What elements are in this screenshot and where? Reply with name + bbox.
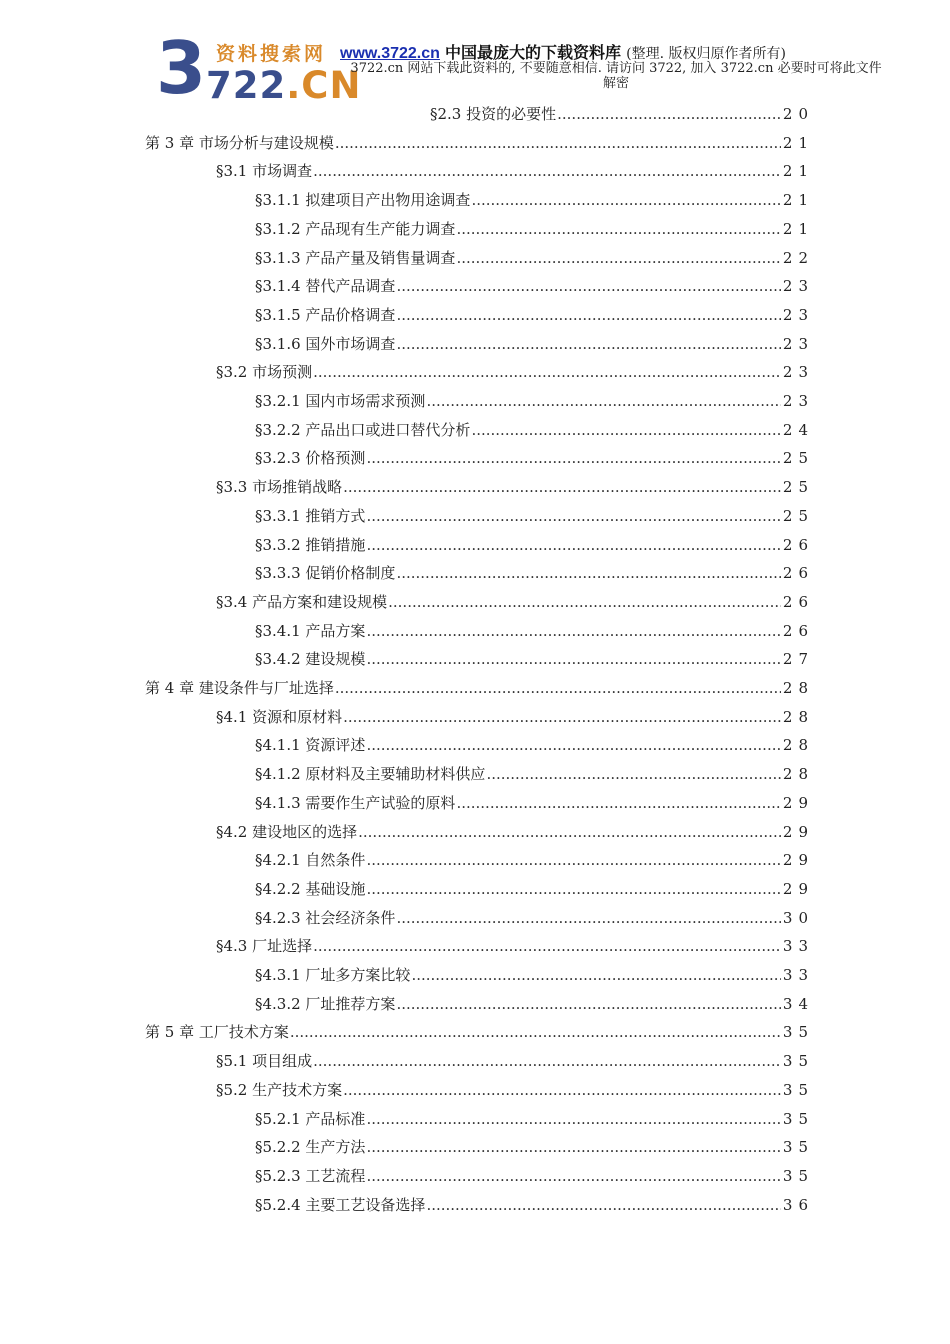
toc-entry-page: 29 [782,822,814,841]
toc-leader-dots [343,706,781,728]
toc-entry-label: 第 5 章 工厂技术方案 [145,1023,289,1042]
toc-entry-label: §3.3 市场推销战略 [216,478,343,497]
toc-entry-label: §3.1.4 替代产品调查 [255,277,396,296]
toc-entry-page: 35 [782,1052,814,1071]
logo-domain-tld: CN [301,64,362,107]
toc-entry-label: §4.2.1 自然条件 [255,851,366,870]
toc-entry-page: 35 [782,1166,814,1185]
toc-entry-page: 26 [782,535,814,554]
toc-entry-label: §3.1.2 产品现有生产能力调查 [255,219,456,238]
toc-entry-page: 28 [782,765,814,784]
toc-entry-page: 23 [782,277,814,296]
toc-leader-dots [335,132,781,154]
toc-entry[interactable] [255,562,814,584]
toc-entry-page: 27 [782,650,814,669]
toc-entry-page: 28 [782,679,814,697]
toc-entry[interactable] [255,333,814,355]
toc-leader-dots [313,935,781,957]
toc-leader-dots [366,734,780,756]
toc-entry[interactable] [255,534,814,556]
toc-entry[interactable] [216,935,814,957]
toc-entry[interactable] [255,247,814,269]
toc-entry[interactable] [255,275,814,297]
toc-entry-label: §4.3.2 厂址推荐方案 [255,994,396,1013]
toc-entry-label: §3.2 市场预测 [216,363,313,382]
toc-entry-label: §4.2.2 基础设施 [255,879,366,898]
toc-leader-dots [557,103,781,125]
toc-entry[interactable] [255,1136,814,1158]
toc-entry[interactable] [255,1108,814,1130]
toc-entry-page: 23 [782,392,814,410]
toc-entry-page: 25 [782,506,814,525]
toc-entry-page: 28 [782,707,814,726]
toc-leader-dots [456,218,780,240]
logo-domain-dot: . [286,64,302,107]
toc-entry[interactable] [145,677,814,699]
toc-leader-dots [396,304,780,326]
toc-leader-dots [396,275,780,297]
toc-leader-dots [366,849,780,871]
toc-entry[interactable] [255,1165,814,1187]
toc-leader-dots [358,821,781,843]
toc-entry-page: 22 [782,248,814,267]
toc-entry[interactable] [255,648,814,670]
toc-entry-page: 26 [782,592,814,611]
site-link[interactable]: www.3722.cn [340,45,440,62]
toc-leader-dots [396,907,780,929]
logo-digit: 3 [156,26,205,110]
site-logo [156,26,362,110]
toc-entry-page: 33 [782,966,814,984]
toc-leader-dots [456,247,780,269]
toc-entry-label: §3.1.6 国外市场调查 [255,334,396,353]
toc-entry-page: 25 [782,449,814,468]
toc-entry[interactable] [255,505,814,527]
toc-entry-label: §3.3.1 推销方式 [255,506,366,525]
toc-entry[interactable] [216,476,814,498]
toc-entry-page: 28 [782,736,814,755]
toc-entry[interactable] [255,907,814,929]
toc-leader-dots [366,1136,780,1158]
logo-domain [206,66,361,106]
toc-entry[interactable] [255,419,814,441]
toc-entry[interactable] [216,591,814,613]
toc-entry-label: §4.1.1 资源评述 [255,736,366,755]
download-notice: 3722.cn 网站下载此资料的, 不要随意相信. 请访问 3722, 加入 3722.cn 必要时可将此文件解密 [350,61,882,91]
toc-entry[interactable] [145,1021,814,1043]
toc-leader-dots [343,476,781,498]
toc-entry-label: §5.2.1 产品标准 [255,1109,366,1128]
toc-entry[interactable] [216,361,814,383]
toc-leader-dots [426,390,780,412]
toc-entry[interactable] [255,993,814,1015]
toc-entry[interactable] [255,304,814,326]
toc-leader-dots [426,1194,780,1216]
copyright-note: (整理. 版权归原作者所有) [626,46,786,62]
toc-entry-label: §3.1 市场调查 [216,162,313,181]
toc-entry-page: 35 [782,1023,814,1042]
toc-entry-label: §3.4.1 产品方案 [255,621,366,640]
toc-entry[interactable] [145,132,814,154]
toc-entry-label: §4.2.3 社会经济条件 [255,908,396,927]
toc-entry[interactable] [216,1050,814,1072]
toc-entry-page: 26 [782,621,814,640]
toc-entry-page: 20 [782,105,814,123]
toc-entry[interactable] [255,964,814,986]
toc-entry[interactable] [216,821,814,843]
toc-entry-page: 29 [782,793,814,812]
toc-entry-page: 35 [782,1109,814,1128]
toc-leader-dots [335,677,781,699]
toc-entry-page: 26 [782,564,814,583]
toc-leader-dots [290,1021,781,1043]
toc-entry-label: §2.3 投资的必要性 [430,105,557,123]
toc-leader-dots [486,763,780,785]
toc-entry-label: §5.1 项目组成 [216,1052,313,1071]
toc-entry-page: 25 [782,478,814,497]
toc-entry-page: 30 [782,908,814,927]
toc-entry[interactable] [255,734,814,756]
toc-entry[interactable] [255,218,814,240]
toc-entry[interactable] [255,447,814,469]
toc-entry[interactable] [255,792,814,814]
toc-entry-label: §5.2.2 生产方法 [255,1138,366,1157]
toc-entry-page: 29 [782,851,814,870]
toc-entry-label: §3.4 产品方案和建设规模 [216,592,388,611]
toc-leader-dots [313,1050,781,1072]
toc-leader-dots [456,792,780,814]
toc-leader-dots [366,648,780,670]
toc-entry-label: 第 3 章 市场分析与建设规模 [145,133,334,152]
toc-entry-page: 23 [782,363,814,382]
toc-entry[interactable] [216,1079,814,1101]
toc-entry-page: 35 [782,1138,814,1157]
toc-leader-dots [366,1165,780,1187]
toc-entry-page: 21 [782,133,814,152]
toc-entry-label: §4.1.3 需要作生产试验的原料 [255,793,456,812]
site-slogan: 中国最庞大的下载资料库 [445,43,622,62]
toc-entry-page: 29 [782,879,814,898]
toc-entry[interactable] [255,849,814,871]
toc-entry-label: §5.2.4 主要工艺设备选择 [255,1195,426,1214]
toc-entry-page: 33 [782,937,814,956]
toc-entry-page: 23 [782,305,814,324]
toc-entry-page: 21 [782,219,814,238]
toc-entry-page: 36 [782,1195,814,1214]
toc-leader-dots [471,189,780,211]
toc-entry-label: §3.4.2 建设规模 [255,650,366,669]
toc-leader-dots [396,562,780,584]
toc-entry-label: 第 4 章 建设条件与厂址选择 [145,679,334,697]
toc-entry[interactable] [255,620,814,642]
toc-leader-dots [343,1079,781,1101]
toc-leader-dots [366,505,780,527]
toc-entry-page: 35 [782,1080,814,1099]
toc-leader-dots [313,160,781,182]
logo-domain-main: 722 [206,64,287,107]
header-banner [340,40,786,63]
toc-entry-page: 21 [782,191,814,210]
toc-entry-label: §4.2 建设地区的选择 [216,822,358,841]
toc-entry-label: §3.2.3 价格预测 [255,449,366,468]
toc-entry-label: §5.2 生产技术方案 [216,1080,343,1099]
toc-entry-label: §4.1.2 原材料及主要辅助材料供应 [255,765,486,784]
toc-leader-dots [313,361,781,383]
logo-site-name: 资料搜索网 [216,43,327,65]
toc-leader-dots [471,419,780,441]
toc-entry-label: §5.2.3 工艺流程 [255,1166,366,1185]
toc-entry-label: §3.3.2 推销措施 [255,535,366,554]
toc-entry[interactable] [255,390,814,412]
toc-leader-dots [388,591,781,613]
toc-entry-page: 21 [782,162,814,181]
toc-entry-page: 23 [782,334,814,353]
toc-leader-dots [366,620,780,642]
toc-entry[interactable] [216,706,814,728]
toc-entry-label: §4.1 资源和原材料 [216,707,343,726]
toc-entry-page: 34 [782,994,814,1013]
toc-entry-label: §3.1.3 产品产量及销售量调查 [255,248,456,267]
toc-entry-label: §3.2.2 产品出口或进口替代分析 [255,420,471,439]
toc-entry-label: §4.3.1 厂址多方案比较 [255,966,411,984]
toc-entry-label: §3.2.1 国内市场需求预测 [255,392,426,410]
toc-leader-dots [366,878,780,900]
toc-leader-dots [411,964,780,986]
toc-entry-label: §3.1.1 拟建项目产出物用途调查 [255,191,471,210]
toc-entry[interactable] [216,160,814,182]
toc-entry-label: §3.3.3 促销价格制度 [255,564,396,583]
toc-leader-dots [366,534,780,556]
toc-leader-dots [366,1108,780,1130]
toc-leader-dots [366,447,780,469]
toc-leader-dots [396,333,780,355]
toc-entry[interactable] [255,1194,814,1216]
toc-entry-page: 24 [782,420,814,439]
toc-entry[interactable] [255,878,814,900]
toc-entry-label: §4.3 厂址选择 [216,937,313,956]
toc-entry[interactable] [255,189,814,211]
toc-entry[interactable] [255,763,814,785]
toc-leader-dots [396,993,780,1015]
toc-entry-label: §3.1.5 产品价格调查 [255,305,396,324]
toc-entry[interactable] [430,103,814,125]
